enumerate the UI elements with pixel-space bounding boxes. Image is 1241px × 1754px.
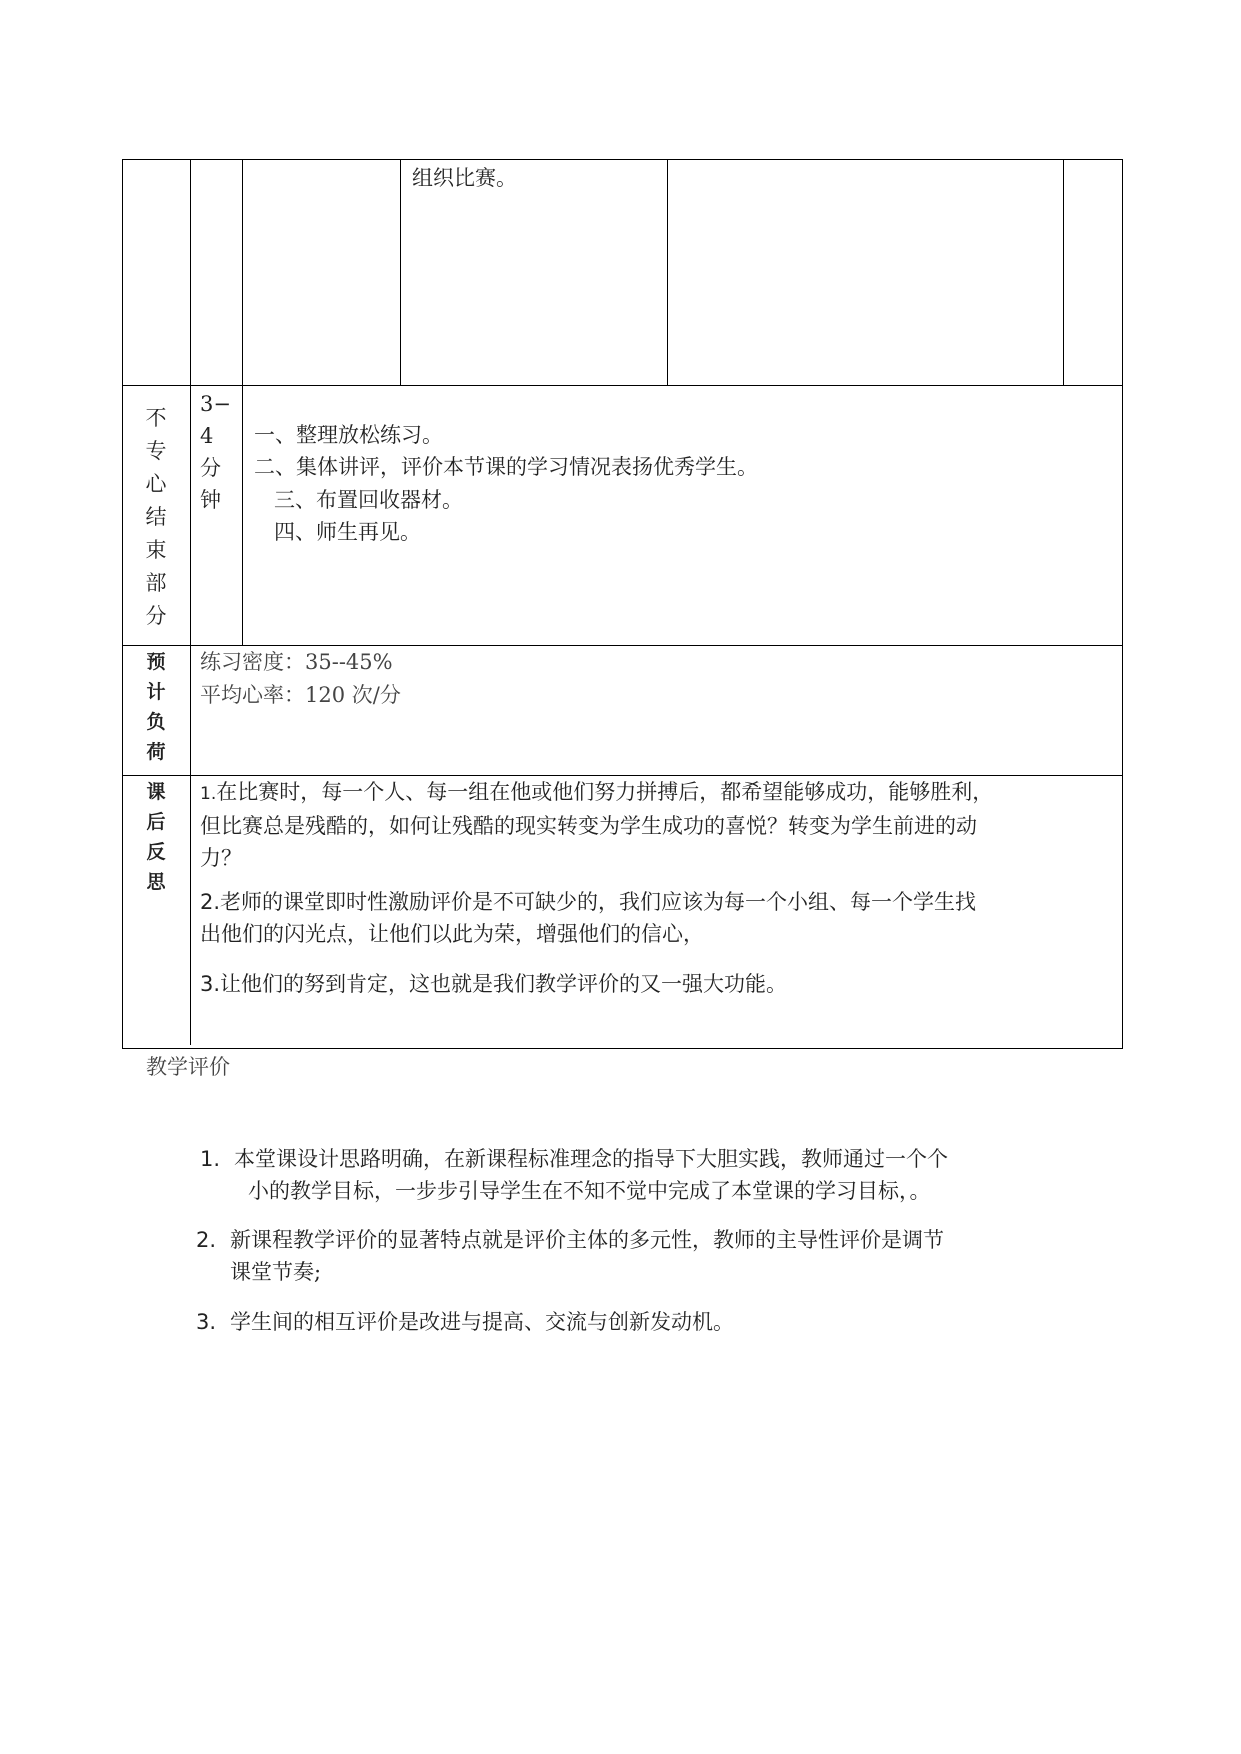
item-line: 课堂节奏; bbox=[230, 1260, 322, 1284]
label-char: 反 bbox=[146, 841, 166, 863]
item-line: 学生间的相互评价是改进与提高、交流与创新发动机。 bbox=[230, 1310, 734, 1334]
label-char: 部 bbox=[145, 571, 167, 595]
paragraph-number: 2. bbox=[200, 890, 221, 914]
paragraph-number: 3. bbox=[200, 972, 221, 996]
table-col-divider bbox=[1063, 159, 1064, 386]
label-char: 计 bbox=[146, 681, 166, 703]
item-number: 2. bbox=[196, 1228, 217, 1252]
ending-item: 四、师生再见。 bbox=[274, 520, 421, 544]
label-char: 心 bbox=[145, 472, 167, 496]
label-char: 专 bbox=[145, 439, 167, 463]
table-border-left bbox=[122, 159, 123, 1049]
paragraph-line: 老师的课堂即时性激励评价是不可缺少的，我们应该为每一个小组、每一个学生找 bbox=[220, 890, 977, 914]
table-border-top bbox=[122, 159, 1123, 160]
duration-char: 钟 bbox=[200, 488, 221, 512]
item-line: 小的教学目标，一步步引导学生在不知不觉中完成了本堂课的学习目标，。 bbox=[248, 1179, 931, 1203]
paragraph-line: 力？ bbox=[200, 846, 242, 870]
ending-item: 二、集体讲评，评价本节课的学习情况表扬优秀学生。 bbox=[254, 455, 758, 479]
paragraph-line: 让他们的努到肯定，这也就是我们教学评价的又一强大功能。 bbox=[220, 972, 788, 996]
paragraph-line: 出他们的闪光点，让他们以此为荣，增强他们的信心， bbox=[200, 922, 704, 946]
paragraph-line: 在比赛时，每一个人、每一组在他或他们努力拼搏后，都希望能够成功，能够胜利， bbox=[216, 780, 994, 804]
ending-item: 三、布置回收器材。 bbox=[274, 488, 463, 512]
paragraph-number: 1. bbox=[200, 784, 217, 804]
label-char: 束 bbox=[145, 538, 167, 562]
ending-duration bbox=[200, 388, 238, 516]
reflection-paragraph-3 bbox=[200, 968, 1120, 1000]
evaluation-item bbox=[196, 1224, 944, 1288]
item-number: 1. bbox=[200, 1147, 221, 1171]
label-char: 结 bbox=[145, 505, 167, 529]
evaluation-item bbox=[200, 1143, 948, 1207]
table-col-divider bbox=[190, 159, 191, 1045]
expected-load-label bbox=[136, 647, 176, 767]
ending-part-label bbox=[136, 402, 176, 633]
duration-char: 4 bbox=[200, 424, 214, 448]
label-char: 课 bbox=[146, 781, 166, 803]
table-border-right bbox=[1122, 159, 1123, 1049]
duration-char: 3− bbox=[200, 392, 231, 416]
paragraph-line: 但比赛总是残酷的，如何让残酷的现实转变为学生成功的喜悦？转变为学生前进的动 bbox=[200, 814, 977, 838]
organize-match-text: 组织比赛。 bbox=[412, 166, 517, 190]
table-row-divider bbox=[122, 385, 1123, 386]
label-char: 荷 bbox=[146, 741, 166, 763]
item-number: 3. bbox=[196, 1310, 217, 1334]
label-char: 负 bbox=[146, 711, 166, 733]
reflection-paragraph-1 bbox=[200, 776, 1120, 874]
label-char: 预 bbox=[146, 651, 166, 673]
label-char: 后 bbox=[146, 811, 166, 833]
label-char: 思 bbox=[146, 871, 166, 893]
evaluation-item bbox=[196, 1306, 734, 1338]
ending-item: 一、整理放松练习。 bbox=[254, 423, 443, 447]
reflection-label bbox=[136, 777, 176, 897]
label-char: 分 bbox=[145, 604, 167, 628]
table-border-bottom bbox=[122, 1048, 1123, 1049]
table-col-divider bbox=[242, 159, 243, 646]
label-char: 不 bbox=[145, 406, 167, 430]
table-col-divider bbox=[400, 159, 401, 386]
reflection-paragraph-2 bbox=[200, 886, 1120, 950]
duration-char: 分 bbox=[200, 456, 221, 480]
practice-density: 练习密度：35--45% bbox=[200, 650, 393, 674]
item-line: 本堂课设计思路明确，在新课程标准理念的指导下大胆实践，教师通过一个个 bbox=[234, 1147, 948, 1171]
average-heart-rate: 平均心率：120 次/分 bbox=[200, 683, 401, 707]
item-line: 新课程教学评价的显著特点就是评价主体的多元性，教师的主导性评价是调节 bbox=[230, 1228, 944, 1252]
table-col-divider bbox=[667, 159, 668, 386]
evaluation-heading: 教学评价 bbox=[146, 1055, 230, 1079]
